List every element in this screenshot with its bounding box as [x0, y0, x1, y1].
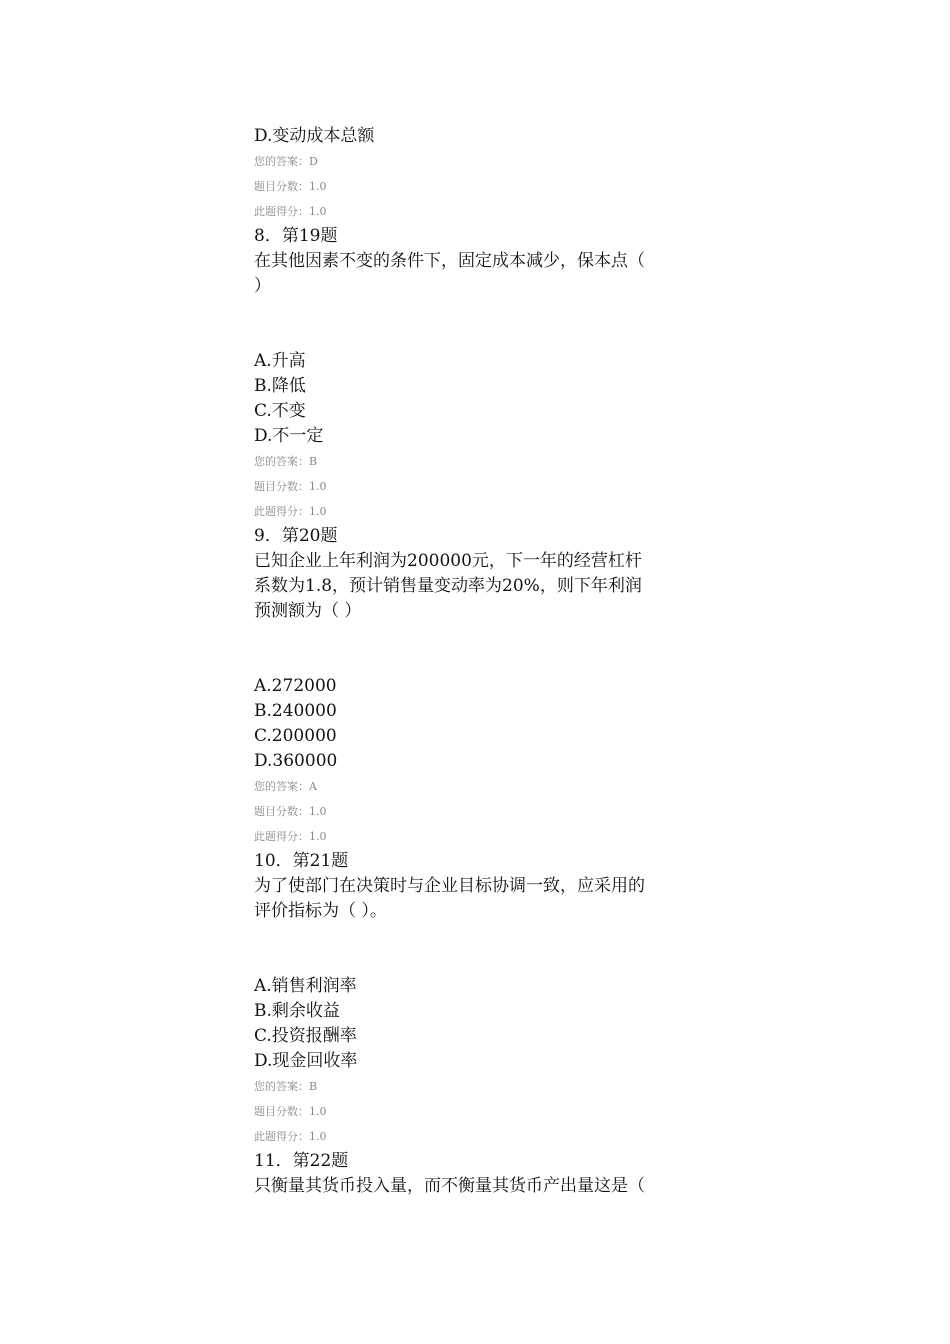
option-a: A.升高	[254, 351, 306, 371]
option-c: C.投资报酬率	[254, 1026, 357, 1046]
question-11	[254, 1149, 714, 1199]
question-9	[254, 524, 714, 849]
item-score: 题目分数：1.0	[254, 480, 327, 493]
question-stem-line: 只衡量其货币投入量，而不衡量其货币产出量这是（	[254, 1176, 645, 1196]
question-title: 11．第22题	[254, 1151, 349, 1171]
your-answer: 您的答案：D	[254, 155, 318, 168]
question-title: 8．第19题	[254, 226, 338, 246]
question-stem-line: ）	[254, 276, 271, 296]
question-title: 9．第20题	[254, 526, 338, 546]
spacer	[254, 299, 714, 349]
item-score: 题目分数：1.0	[254, 180, 327, 193]
question-stem-line: 为了使部门在决策时与企业目标协调一致，应采用的	[254, 876, 645, 896]
option-b: B.剩余收益	[254, 1001, 340, 1021]
option-a: A.272000	[254, 676, 337, 696]
got-score: 此题得分：1.0	[254, 205, 327, 218]
question-title: 10．第21题	[254, 851, 349, 871]
question-stem-line: 预测额为（ ）	[254, 601, 362, 621]
item-score: 题目分数：1.0	[254, 1105, 327, 1118]
question-stem-line: 在其他因素不变的条件下，固定成本减少，保本点（	[254, 251, 645, 271]
option-d: D.360000	[254, 751, 338, 771]
spacer	[254, 624, 714, 674]
option-c: C.200000	[254, 726, 337, 746]
question-7-tail	[254, 124, 714, 224]
question-stem-line: 已知企业上年利润为200000元，下一年的经营杠杆	[254, 551, 642, 571]
got-score: 此题得分：1.0	[254, 830, 327, 843]
option-c: C.不变	[254, 401, 306, 421]
spacer	[254, 924, 714, 974]
option-d: D.不一定	[254, 426, 324, 446]
got-score: 此题得分：1.0	[254, 1130, 327, 1143]
option-d: D.变动成本总额	[254, 126, 375, 146]
question-stem-line: 评价指标为（ ）。	[254, 901, 387, 921]
question-10	[254, 849, 714, 1149]
option-a: A.销售利润率	[254, 976, 357, 996]
option-b: B.240000	[254, 701, 337, 721]
exam-page	[254, 124, 714, 1199]
your-answer: 您的答案：B	[254, 1080, 318, 1093]
question-stem-line: 系数为1.8，预计销售量变动率为20%，则下年利润	[254, 576, 642, 596]
option-d: D.现金回收率	[254, 1051, 358, 1071]
your-answer: 您的答案：B	[254, 455, 318, 468]
got-score: 此题得分：1.0	[254, 505, 327, 518]
your-answer: 您的答案：A	[254, 780, 317, 793]
item-score: 题目分数：1.0	[254, 805, 327, 818]
option-b: B.降低	[254, 376, 306, 396]
question-8	[254, 224, 714, 524]
